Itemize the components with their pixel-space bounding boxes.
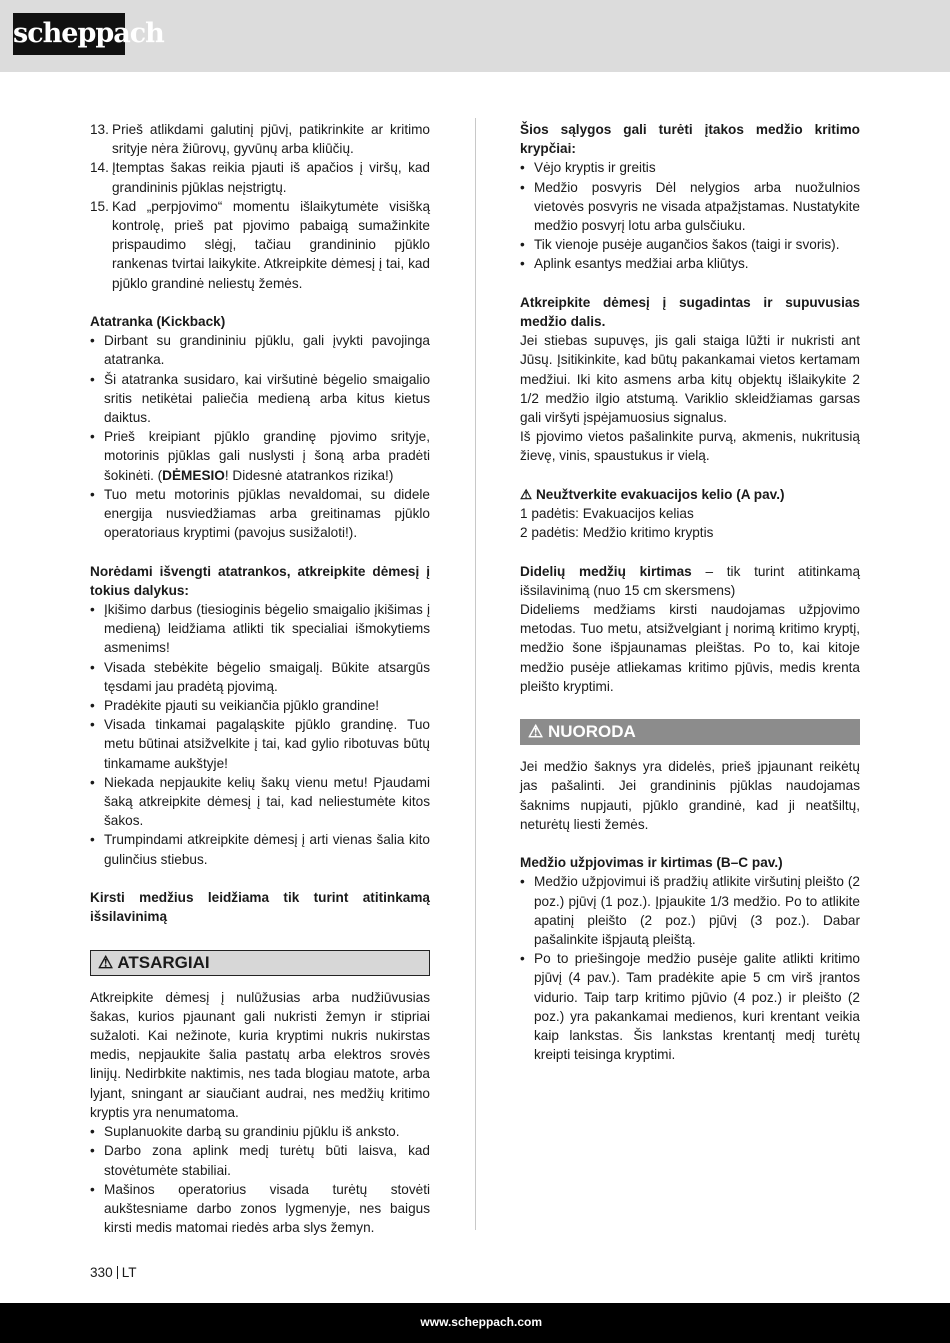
kickback-heading: Atatranka (Kickback) xyxy=(90,314,226,330)
page-number: 330 LT xyxy=(90,1265,137,1280)
left-column xyxy=(90,120,430,1237)
list-item: • Vėjo kryptis ir greitis xyxy=(520,158,860,177)
list-item: • Įkišimo darbus (tiesioginis bėgelio smaigalio įkišimas į medieną) leidžiama atlikti tik specialiai išmokytiems asmenims! xyxy=(90,600,430,658)
evacuation-line: 2 padėtis: Medžio kritimo kryptis xyxy=(520,525,714,541)
list-item: • Mašinos operatorius visada turėtų stovėti aukštesniame darbo zonos lygmenyje, nes baigus kirsti medis matomai riedės arba slys žemyn. xyxy=(90,1180,430,1238)
list-item: • Darbo zona aplink medį turėtų būti laisva, kad stovėtumėte stabiliai. xyxy=(90,1141,430,1179)
list-item: • Medžio posvyris Dėl nelygios arba nuožulnios vietovės posvyris ne visada atpažįstamas. Nustatykite medžio posvyrį lotu arba gulsčiuku. xyxy=(520,178,860,236)
list-item: • Aplink esantys medžiai arba kliūtys. xyxy=(520,254,860,273)
caution-box xyxy=(90,950,430,976)
conditions-list xyxy=(520,158,860,273)
numbered-list xyxy=(90,120,430,293)
list-item: • Visada stebėkite bėgelio smaigalį. Būkite atsargūs tęsdami jau pradėtą pjovimą. xyxy=(90,658,430,696)
damaged-heading: Atkreipkite dėmesį į sugadintas ir supuvusias medžio dalis. xyxy=(520,294,860,330)
list-item: • Ši atatranka susidaro, kai viršutinė bėgelio smaigalio sritis netikėtai paliečia medieną arba kitus kietus daiktus. xyxy=(90,370,430,428)
evacuation-heading: ⚠ Neužtverkite evakuacijos kelio (A pav.) xyxy=(520,486,785,502)
training-heading: Kirsti medžius leidžiama tik turint atitinkamą išsilavinimą xyxy=(90,890,430,925)
notch-list xyxy=(520,872,860,1064)
evacuation-line: 1 padėtis: Evakuacijos kelias xyxy=(520,506,694,522)
scheppach-logo: scheppach xyxy=(13,13,125,55)
note-title: NUORODA xyxy=(547,722,636,742)
list-item: • Niekada nepjaukite kelių šakų vienu metu! Pjaudami šaką atkreipkite dėmesį į tai, kad neliestumėte kitos šakos. xyxy=(90,773,430,831)
warning-icon: ⚠ xyxy=(98,952,114,972)
list-item: • Medžio užpjovimui iš pradžių atlikite viršutinį pleišto (2 poz.) pjūvį (1 poz.). Įpjaukite 1/3 medžio. Po to atlikite apatinį pleišto (2 poz.) pjūvį (3 poz.). Dabar pašalinkite išpjautą pleištą. xyxy=(520,872,860,949)
avoid-list xyxy=(90,600,430,869)
caution-list xyxy=(90,1122,430,1237)
big-trees-text: Dideliems medžiams kirsti naudojamas užpjovimo metodas. Tuo metu, atsižvelgiant į norimą kritimo kryptį, medžio šone išpjaunamas pleištas. Po to, kai kitoje medžio pusėje atliekamas kritimo pjūvis, medis krenta pleišto kryptimi. xyxy=(520,602,860,694)
list-item: 13. Prieš atlikdami galutinį pjūvį, patikrinkite ar kritimo srityje nėra žiūrovų, gyvūnų arba kliūčių. xyxy=(90,122,430,157)
avoid-kickback-heading: Norėdami išvengti atatrankos, atkreipkite dėmesį į tokius dalykus: xyxy=(90,563,430,598)
list-item: • Visada tinkamai pagaląskite pjūklo grandinę. Tuo metu būtinai atsižvelkite į tai, kad gylio ribotuvas būtų tinkamame aukštyje! xyxy=(90,715,430,773)
list-item: • Prieš kreipiant pjūklo grandinę pjovimo srityje, motorinis pjūklas gali nuslysti į šoną arba pradėti šokinėti. (DĖMESIO! Didesnė atatrankos rizika!) xyxy=(90,427,430,485)
list-item: 14. Įtemptas šakas reikia pjauti iš apačios į viršų, kad grandininis pjūklas neįstrigtų. xyxy=(90,160,430,195)
note-text: Jei medžio šaknys yra didelės, prieš įpjaunant reikėtų jas pašalinti. Jei grandininis pjūklas naudojamas šaknims nupjauti, pjūklo grandinė, kad ji neatšiltų, neturėtų liesti žemės. xyxy=(520,759,860,832)
header-bar xyxy=(0,0,950,72)
list-item: • Tik vienoje pusėje augančios šakos (taigi ir svoris). xyxy=(520,235,860,254)
note-box xyxy=(520,719,860,745)
column-divider xyxy=(475,118,476,1230)
footer-bar xyxy=(0,1303,950,1343)
caution-text: Atkreipkite dėmesį į nulūžusias arba nudžiūvusias šakas, kurios pjaunant gali nukristi žemyn ir stipriai sužaloti. Kai nežinote, kuria kryptimi nukris nukirstas medis, nepjaukite šalia pastatų arba elektros srovės linijų. Nedirbkite naktimis, nes tada blogiau matote, arba lyjant, sningant ar siaučiant audrai, nes medžių kritimo kryptis yra nenumatoma. xyxy=(90,989,430,1120)
damaged-paragraph: Jei stiebas supuvęs, jis gali staiga lūžti ir nukristi ant Jūsų. Įsitikinkite, kad būtų pakankamai vietos kertamam medžiui. Iki kito asmens arba kitų objektų išlaikykite 2 1/2 medžio ilgio atstumą. Variklio skleidžiamas garsas gali viršyti įspėjamuosius signalus. xyxy=(520,333,860,426)
conditions-heading: Šios sąlygos gali turėti įtakos medžio kritimo krypčiai: xyxy=(520,122,860,157)
damaged-paragraph-2: Iš pjovimo vietos pašalinkite purvą, akmenis, nukritusią žievę, vinis, spaustukus ir vielą. xyxy=(520,429,860,464)
list-item: 15. Kad „perpjovimo“ momentu išlaikytumėte visišką kontrolę, prieš pat pjovimo pabaigą sumažinkite prispaudimo slėgį, tačiau grandininio pjūklo rankenas tvirtai laikykite. Atkreipkite dėmesį į tai, kad pjūklo grandinė neliestų žemės. xyxy=(90,198,430,291)
footer-url[interactable]: www.scheppach.com xyxy=(420,1315,542,1329)
warning-icon: ⚠ xyxy=(528,722,544,742)
kickback-list xyxy=(90,331,430,542)
right-column xyxy=(520,120,860,1064)
list-item: • Dirbant su grandininiu pjūklu, gali įvykti pavojinga atatranka. xyxy=(90,331,430,369)
list-item: • Trumpindami atkreipkite dėmesį į arti vienas šalia kito gulinčius stiebus. xyxy=(90,830,430,868)
list-item: • Po to priešingoje medžio pusėje galite atlikti kritimo pjūvį (4 pav.). Tam pradėkite apie 5 cm virš įrantos vidurio. Taip tarp kritimo pjūvio (4 poz.) ir pleišto (2 poz.) yra pakankamai medienos, kuri krentant veikia kaip lankstas. Šis lankstas krentantį medį turėtų kreipti teisinga kryptimi. xyxy=(520,949,860,1064)
list-item: • Tuo metu motorinis pjūklas nevaldomai, su didele energija nusviedžiamas arba greitinamas pjūklo operatoriaus kryptimi (pavojus susižaloti!). xyxy=(90,485,430,543)
big-trees-heading: Didelių medžių kirtimas – tik turint atitinkamą išsilavinimą (nuo 15 cm skersmens) xyxy=(520,563,860,598)
list-item: • Pradėkite pjauti su veikiančia pjūklo grandine! xyxy=(90,696,430,715)
caution-title: ATSARGIAI xyxy=(117,952,210,972)
notch-heading: Medžio užpjovimas ir kirtimas (B–C pav.) xyxy=(520,855,783,871)
list-item: • Suplanuokite darbą su grandiniu pjūklu iš anksto. xyxy=(90,1122,430,1141)
